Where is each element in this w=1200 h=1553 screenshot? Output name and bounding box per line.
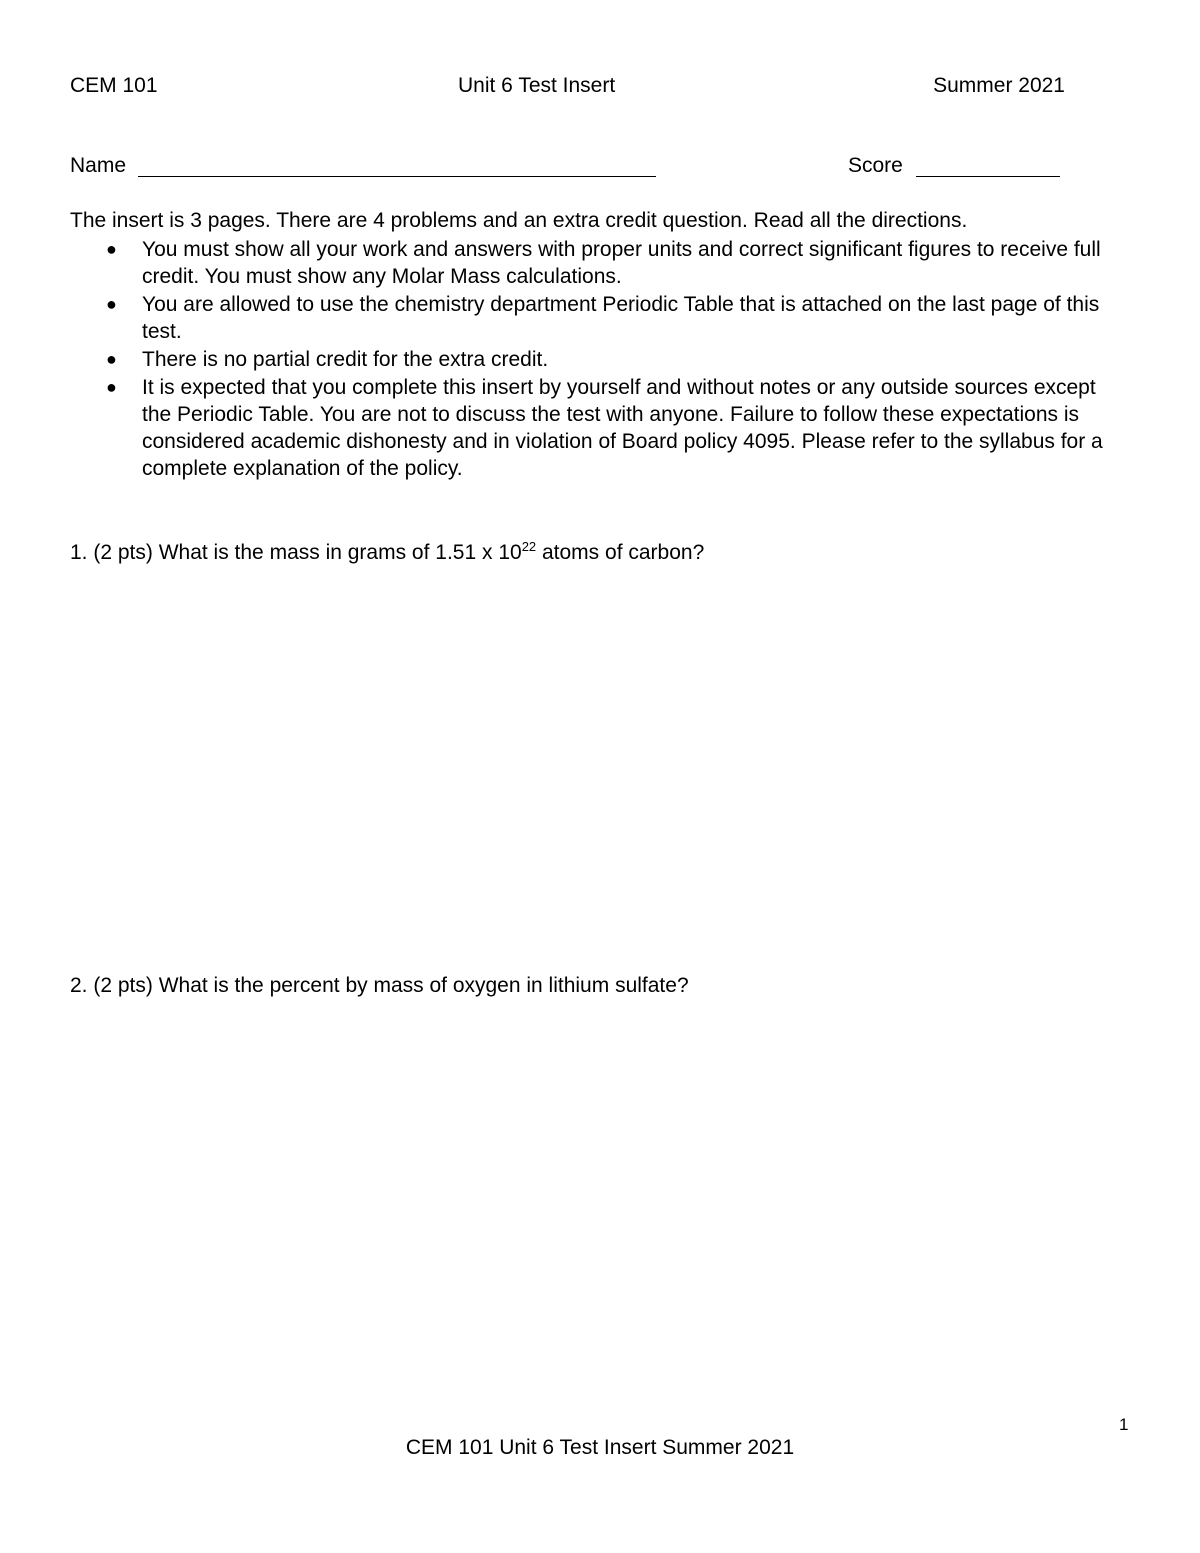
instruction-text: It is expected that you complete this insert by yourself and without notes or any outside sources except the Periodic Table. You are not to discuss the test with anyone. Failure to follow these expectations is considered academic dishonesty and in violation of Board policy 4095. Please refer to the syllabus for a complete explanation of the policy. bbox=[142, 376, 1103, 480]
page-footer: CEM 101 Unit 6 Test Insert Summer 2021 bbox=[405, 1436, 795, 1459]
instruction-text: There is no partial credit for the extra credit. bbox=[142, 348, 549, 371]
question-1-text-end: atoms of carbon? bbox=[536, 541, 705, 564]
instruction-item bbox=[70, 346, 1130, 373]
instructions-intro: The insert is 3 pages. There are 4 problems and an extra credit question. Read all the directions. bbox=[70, 209, 968, 232]
document-title: Unit 6 Test Insert bbox=[458, 74, 616, 97]
name-score-row bbox=[70, 152, 1065, 182]
bullet-icon: ● bbox=[106, 377, 117, 397]
name-blank bbox=[138, 176, 656, 177]
score-label: Score bbox=[848, 154, 903, 177]
instruction-item bbox=[70, 236, 1130, 290]
term: Summer 2021 bbox=[933, 74, 1065, 97]
instruction-text: You are allowed to use the chemistry department Periodic Table that is attached on the last page of this test. bbox=[142, 293, 1100, 343]
bullet-icon: ● bbox=[106, 294, 117, 314]
course-code: CEM 101 bbox=[70, 74, 158, 97]
score-blank bbox=[916, 176, 1060, 177]
bullet-icon: ● bbox=[106, 239, 117, 259]
page-number: 1 bbox=[1119, 1415, 1129, 1434]
question-1-exponent: 22 bbox=[521, 539, 537, 554]
question-1-text: 1. (2 pts) What is the mass in grams of 1.51 x 10 bbox=[70, 541, 522, 564]
page-header bbox=[70, 72, 1065, 100]
instructions-list bbox=[70, 236, 1130, 483]
question-2: 2. (2 pts) What is the percent by mass of oxygen in lithium sulfate? bbox=[70, 974, 689, 997]
question-1 bbox=[70, 539, 1130, 566]
instruction-item bbox=[70, 374, 1130, 482]
instruction-text: You must show all your work and answers with proper units and correct significant figures to receive full credit. You must show any Molar Mass calculations. bbox=[142, 238, 1101, 288]
bullet-icon: ● bbox=[106, 349, 117, 369]
name-label: Name bbox=[70, 154, 127, 177]
instruction-item bbox=[70, 291, 1130, 345]
